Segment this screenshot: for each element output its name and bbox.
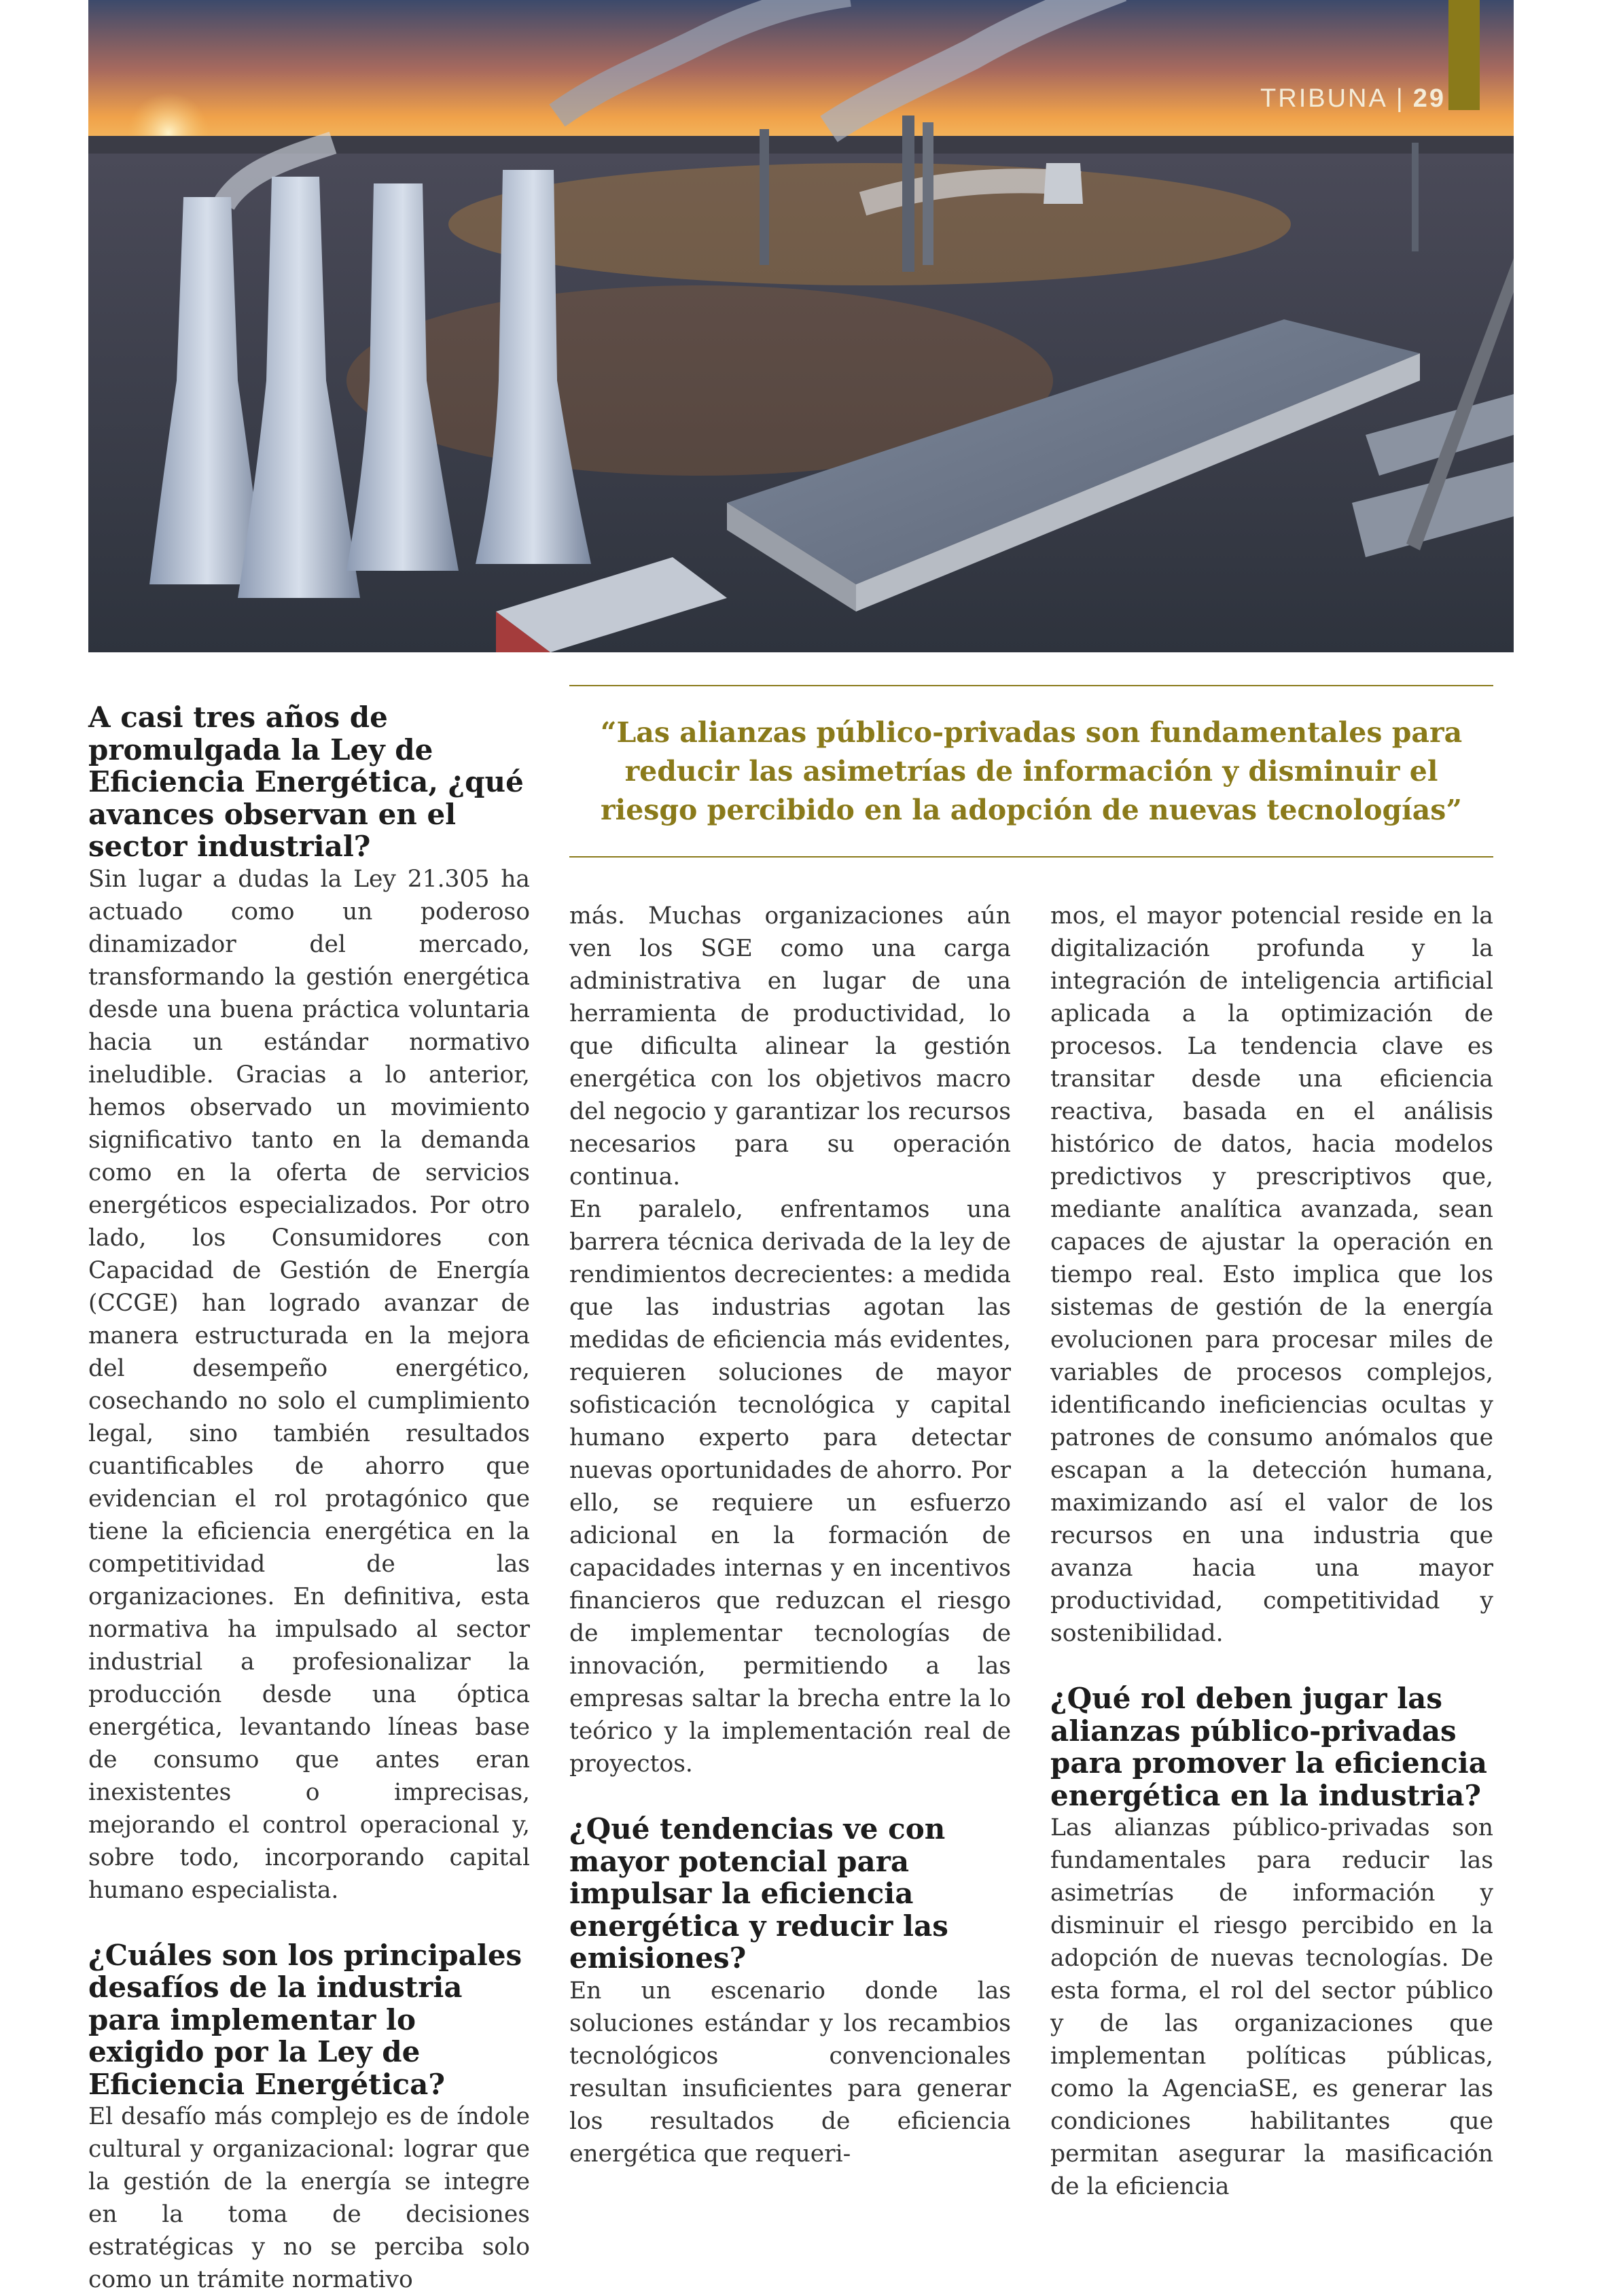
folio-separator: | [1395, 84, 1405, 113]
column-3 [1050, 900, 1493, 2203]
column-1 [88, 701, 530, 2296]
page-number: 29 [1412, 84, 1446, 113]
column-2 [569, 900, 1011, 2170]
question-1: A casi tres años de promulgada la Ley de Eficiencia Energética, ¿qué avances observan en el sector industrial? [88, 701, 524, 863]
answer-4: Las alianzas público-privadas son fundamentales para reducir las asimetrías de información y disminuir el riesgo percibido en la adopción de nuevas tecnologías. De esta forma, el rol del sector público y de las organizaciones que implementan políticas públicas, como la AgenciaSE, es generar las condiciones habilitantes que permitan asegurar la masificación de la eficiencia [1050, 1814, 1493, 2200]
section-color-tab [1448, 0, 1480, 110]
answer-2-part-2: más. Muchas organizaciones aún ven los SGE como una carga administrativa en lugar de una herramienta de productividad, lo que dificulta alinear la gestión energética con los objetivos macro del negocio y garantizar los recursos necesarios para su operación continua. [569, 902, 1011, 1190]
answer-3-part-1: En un escenario donde las soluciones estándar y los recambios tecnológicos convencionales resultan insuficientes para generar los resultados de eficiencia energética que requeri- [569, 1977, 1011, 2168]
answer-2-part-1: El desafío más complejo es de índole cultural y organizacional: lograr que la gestión de la energía se integre en la toma de decisiones estratégicas y no se perciba solo como un trámite normativo [88, 2103, 530, 2293]
page-folio [1260, 84, 1446, 113]
question-4: ¿Qué rol deben jugar las alianzas público-privadas para promover la eficiencia energética en la industria? [1050, 1682, 1487, 1812]
pull-quote [569, 685, 1493, 858]
section-label: TRIBUNA [1260, 84, 1388, 113]
answer-2-part-3: En paralelo, enfrentamos una barrera técnica derivada de la ley de rendimientos decrecientes: a medida que las industrias agotan las medidas de eficiencia más evidentes, requieren soluciones de mayor sofisticación tecnológica y capital humano experto para detectar nuevas oportunidades de ahorro. Por ello, se requiere un esfuerzo adicional en la formación de capacidades internas y en incentivos financieros que reduzcan el riesgo de implementar tecnologías de innovación, permitiendo a las empresas saltar la brecha entre la lo teórico y la implementación real de proyectos. [569, 1196, 1011, 1778]
answer-1: Sin lugar a dudas la Ley 21.305 ha actuado como un poderoso dinamizador del mercado, transformando la gestión energética desde una buena práctica voluntaria hacia un estándar normativo ineludible. Gracias a lo anterior, hemos observado un movimiento significativo tanto en la demanda como en la oferta de servicios energéticos especializados. Por otro lado, los Consumidores con Capacidad de Gestión de Energía (CCGE) han logrado avanzar de manera estructurada en la mejora del desempeño energético, cosechando no solo el cumplimiento legal, sino también resultados cuantificables de ahorro que evidencian el rol protagónico que tiene la eficiencia energética en la competitividad de las organizaciones. En definitiva, esta normativa ha impulsado al sector industrial a profesionalizar la producción desde una óptica energética, levantando líneas base de consumo que antes eran inexistentes o imprecisas, mejorando el control operacional y, sobre todo, incorporando capital humano especialista. [88, 865, 530, 1904]
answer-3-part-2: mos, el mayor potencial reside en la digitalización profunda y la integración de inteligencia artificial aplicada a la optimización de procesos. La tendencia clave es transitar desde una eficiencia reactiva, basada en el análisis histórico de datos, hacia modelos predictivos y prescriptivos que, mediante analítica avanzada, sean capaces de ajustar la operación en tiempo real. Esto implica que los sistemas de gestión de la energía evolucionen para procesar miles de variables de procesos complejos, identificando ineficiencias ocultas y patrones de consumo anómalos que escapan a la detección humana, maximizando así el valor de los recursos en una industria que avanza hacia una mayor productividad, competitividad y sostenibilidad. [1050, 902, 1493, 1647]
question-2: ¿Cuáles son los principales desafíos de la industria para implementar lo exigido por la Ley de Eficiencia Energética? [88, 1938, 522, 2101]
question-3: ¿Qué tendencias ve con mayor potencial para impulsar la eficiencia energética y reducir las emisiones? [569, 1812, 948, 1975]
pull-quote-text: “Las alianzas público-privadas son fundamentales para reducir las asimetrías de información y disminuir el riesgo percibido en la adopción de nuevas tecnologías” [600, 716, 1463, 826]
